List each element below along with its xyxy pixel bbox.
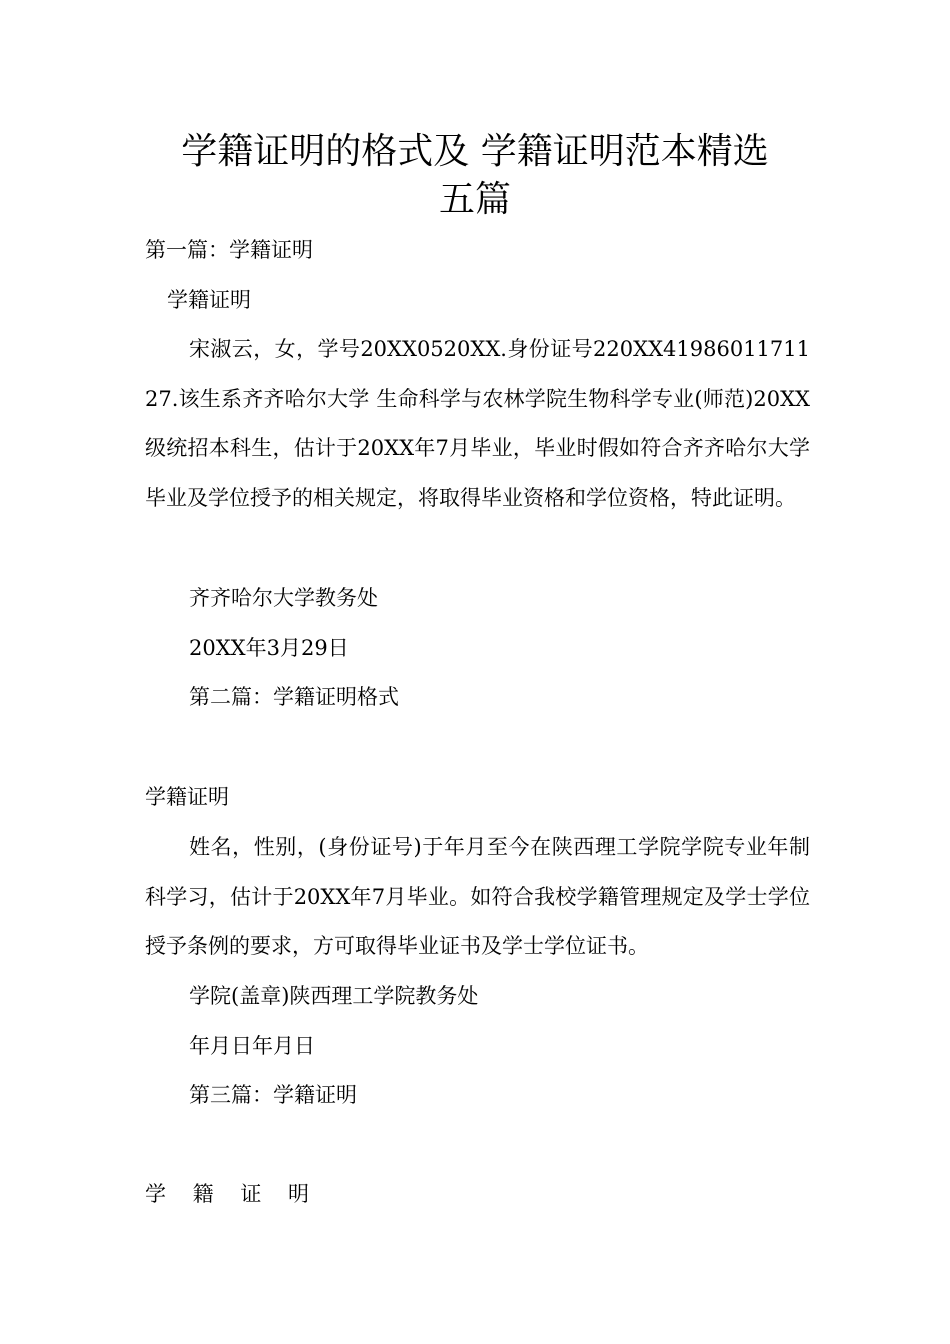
section2-signer: 学院(盖章)陕西理工学院教务处	[189, 984, 479, 1008]
section2-heading: 第二篇：学籍证明格式	[189, 685, 399, 709]
section2-subheading: 学籍证明	[145, 785, 229, 809]
section1-date: 20XX年3月29日	[189, 636, 349, 660]
document-title	[145, 128, 805, 224]
section3-heading: 第三篇：学籍证明	[189, 1083, 357, 1107]
section3-subheading: 学 籍 证 明	[145, 1182, 320, 1206]
section2-date: 年月日年月日	[189, 1034, 315, 1058]
section1-heading: 第一篇：学籍证明	[145, 238, 313, 262]
section1-signer: 齐齐哈尔大学教务处	[189, 586, 378, 610]
title-line-1: 学籍证明的格式及 学籍证明范本精选	[181, 131, 769, 172]
title-line-2: 五篇	[438, 179, 511, 220]
section1-subheading: 学籍证明	[167, 288, 251, 312]
section2-body: 姓名，性别，(身份证号)于年月至今在陕西理工学院学院专业年制科学习，估计于20XX年7月毕业。如符合我校学籍管理规定及学士学位授予条例的要求，方可取得毕业证书及学士学位证书。	[145, 835, 810, 958]
section1-body: 宋淑云，女，学号20XX0520XX.身份证号220XX4198601171127.该生系齐齐哈尔大学 生命科学与农林学院生物科学专业(师范)20XX级统招本科生，估计于20XX年7月毕业，毕业时假如符合齐齐哈尔大学毕业及学位授予的相关规定，将取得毕业资格和学位资格，特此证明。	[145, 337, 810, 510]
